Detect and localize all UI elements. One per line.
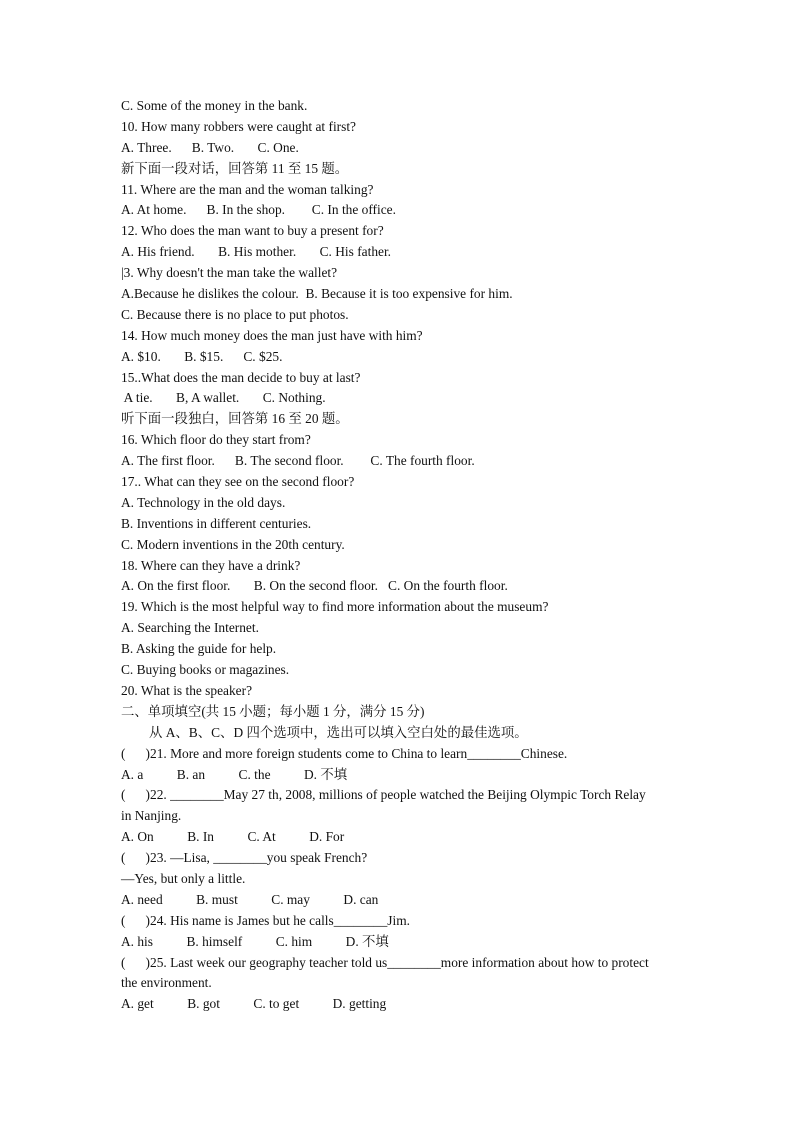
options-12: A. His friend. B. His mother. C. His father. [121,244,392,260]
options-16: A. The first floor. B. The second floor. C. The fourth floor. [121,453,475,469]
question-25-continued: the environment. [121,975,212,991]
options-11: A. At home. B. In the shop. C. In the office. [121,202,396,218]
options-25: A. get B. got C. to get D. getting [121,996,387,1012]
options-23: A. need B. must C. may D. can [121,891,379,907]
question-10: 10. How many robbers were caught at first? [121,118,357,134]
question-20: 20. What is the speaker? [121,682,253,698]
question-22-continued: in Nanjing. [121,808,182,824]
question-14: 14. How much money does the man just have with him? [121,327,423,343]
option-19-b: B. Asking the guide for help. [121,641,277,657]
option-17-a: A. Technology in the old days. [121,494,286,510]
question-16: 16. Which floor do they start from? [121,432,311,448]
question-13: |3. Why doesn't the man take the wallet? [121,265,338,281]
option-17-b: B. Inventions in different centuries. [121,515,312,531]
question-23: ( )23. —Lisa, ________you speak French? [121,850,368,866]
section-instruction-dialogue: 新下面一段对话，回答第 11 至 15 题。 [121,160,349,176]
question-21: ( )21. More and more foreign students come to China to learn________Chinese. [121,745,568,761]
options-24: A. his B. himself C. him D. 不填 [121,933,389,949]
option-19-c: C. Buying books or magazines. [121,662,290,678]
options-13-ab: A.Because he dislikes the colour. B. Because it is too expensive for him. [121,286,513,302]
question-19: 19. Which is the most helpful way to find more information about the museum? [121,599,549,615]
section-instruction: 从 A、B、C、D 四个选项中，选出可以填入空白处的最佳选项。 [149,724,528,740]
question-25: ( )25. Last week our geography teacher told us________more information about how to protect [121,954,649,970]
question-18: 18. Where can they have a drink? [121,557,301,573]
options-21: A. a B. an C. the D. 不填 [121,766,348,782]
question-15: 15..What does the man decide to buy at last? [121,369,361,385]
question-17: 17.. What can they see on the second floor? [121,474,355,490]
options-13-c: C. Because there is no place to put photos. [121,306,349,322]
options-15: A tie. B, A wallet. C. Nothing. [121,390,326,406]
option-17-c: C. Modern inventions in the 20th century. [121,536,345,552]
question-12: 12. Who does the man want to buy a present for? [121,223,384,239]
option-line: C. Some of the money in the bank. [121,98,308,113]
question-24: ( )24. His name is James but he calls________Jim. [121,912,410,928]
option-19-a: A. Searching the Internet. [121,620,259,636]
question-23-response: —Yes, but only a little. [121,870,246,886]
options-18: A. On the first floor. B. On the second floor. C. On the fourth floor. [121,578,508,594]
section-instruction-monologue: 听下面一段独白，回答第 16 至 20 题。 [121,411,349,427]
question-22: ( )22. ________May 27 th, 2008, millions of people watched the Beijing Olympic Torch Relay [121,787,646,803]
section-heading: 二、单项填空(共 15 小题；每小题 1 分，满分 15 分) [121,703,425,719]
question-11: 11. Where are the man and the woman talking? [121,181,374,197]
options-10: A. Three. B. Two. C. One. [121,139,299,155]
options-22: A. On B. In C. At D. For [121,829,345,845]
exam-page [121,96,691,1015]
options-14: A. $10. B. $15. C. $25. [121,348,283,364]
